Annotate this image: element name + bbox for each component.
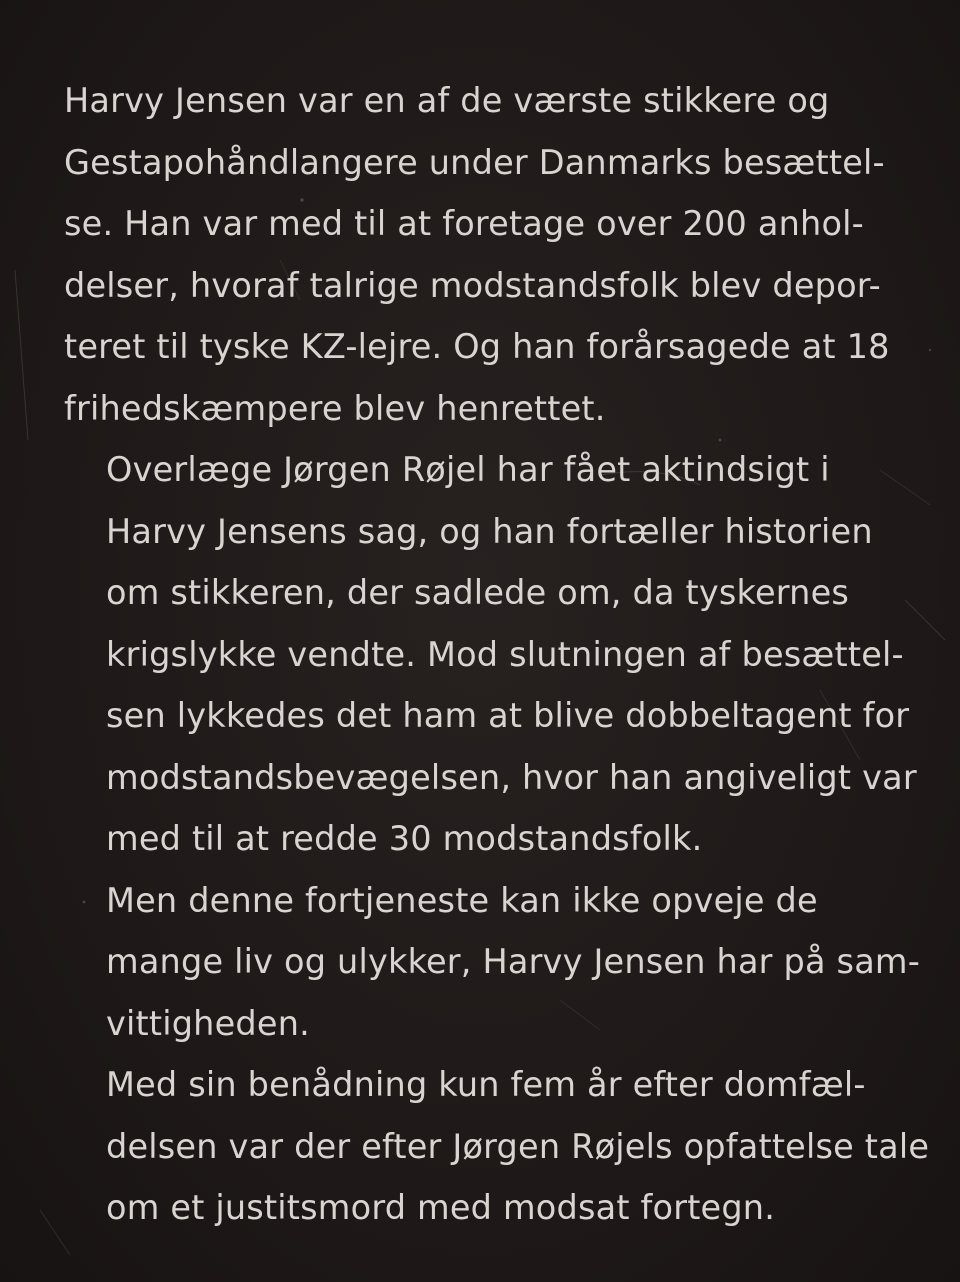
text-line: frihedskæmpere blev henrettet.	[64, 388, 606, 428]
text-line: Harvy Jensen var en af de værste stikkere og	[64, 81, 830, 120]
text-line: sen lykkedes det ham at blive dobbeltagent for	[106, 696, 910, 735]
text-line: modstandsbevægelsen, hvor han angiveligt var	[106, 757, 917, 797]
text-line: delsen var der efter Jørgen Røjels opfattelse tale	[106, 1126, 930, 1166]
text-line: vittigheden.	[106, 1003, 310, 1043]
text-line: Overlæge Jørgen Røjel har fået aktindsigt i	[106, 450, 830, 489]
text-line: Gestapohåndlangere under Danmarks besættel-	[64, 142, 885, 182]
text-line: teret til tyske KZ-lejre. Og han forårsagede at 18	[64, 327, 890, 366]
back-cover-blurb	[64, 70, 930, 1239]
text-line: mange liv og ulykker, Harvy Jensen har på sam-	[106, 942, 921, 981]
text-line: se. Han var med til at foretage over 200 anhol-	[64, 204, 864, 243]
text-line: Harvy Jensens sag, og han fortæller historien	[106, 511, 873, 551]
blurb-paragraph-2	[64, 439, 917, 870]
text-line: om stikkeren, der sadlede om, da tyskernes	[106, 573, 850, 612]
text-line: med til at redde 30 modstandsfolk.	[106, 819, 703, 858]
text-line: krigslykke vendte. Mod slutningen af besættel-	[106, 634, 904, 674]
text-line: om et justitsmord med modsat fortegn.	[106, 1188, 776, 1227]
text-line: Men denne fortjeneste kan ikke opveje de	[106, 880, 818, 920]
text-line: Med sin benådning kun fem år efter domfæl-	[106, 1065, 866, 1104]
text-line: delser, hvoraf talrige modstandsfolk blev depor-	[64, 265, 881, 305]
blurb-paragraph-1	[64, 70, 890, 439]
blurb-paragraph-3	[64, 870, 921, 1055]
blurb-paragraph-4	[64, 1054, 930, 1239]
